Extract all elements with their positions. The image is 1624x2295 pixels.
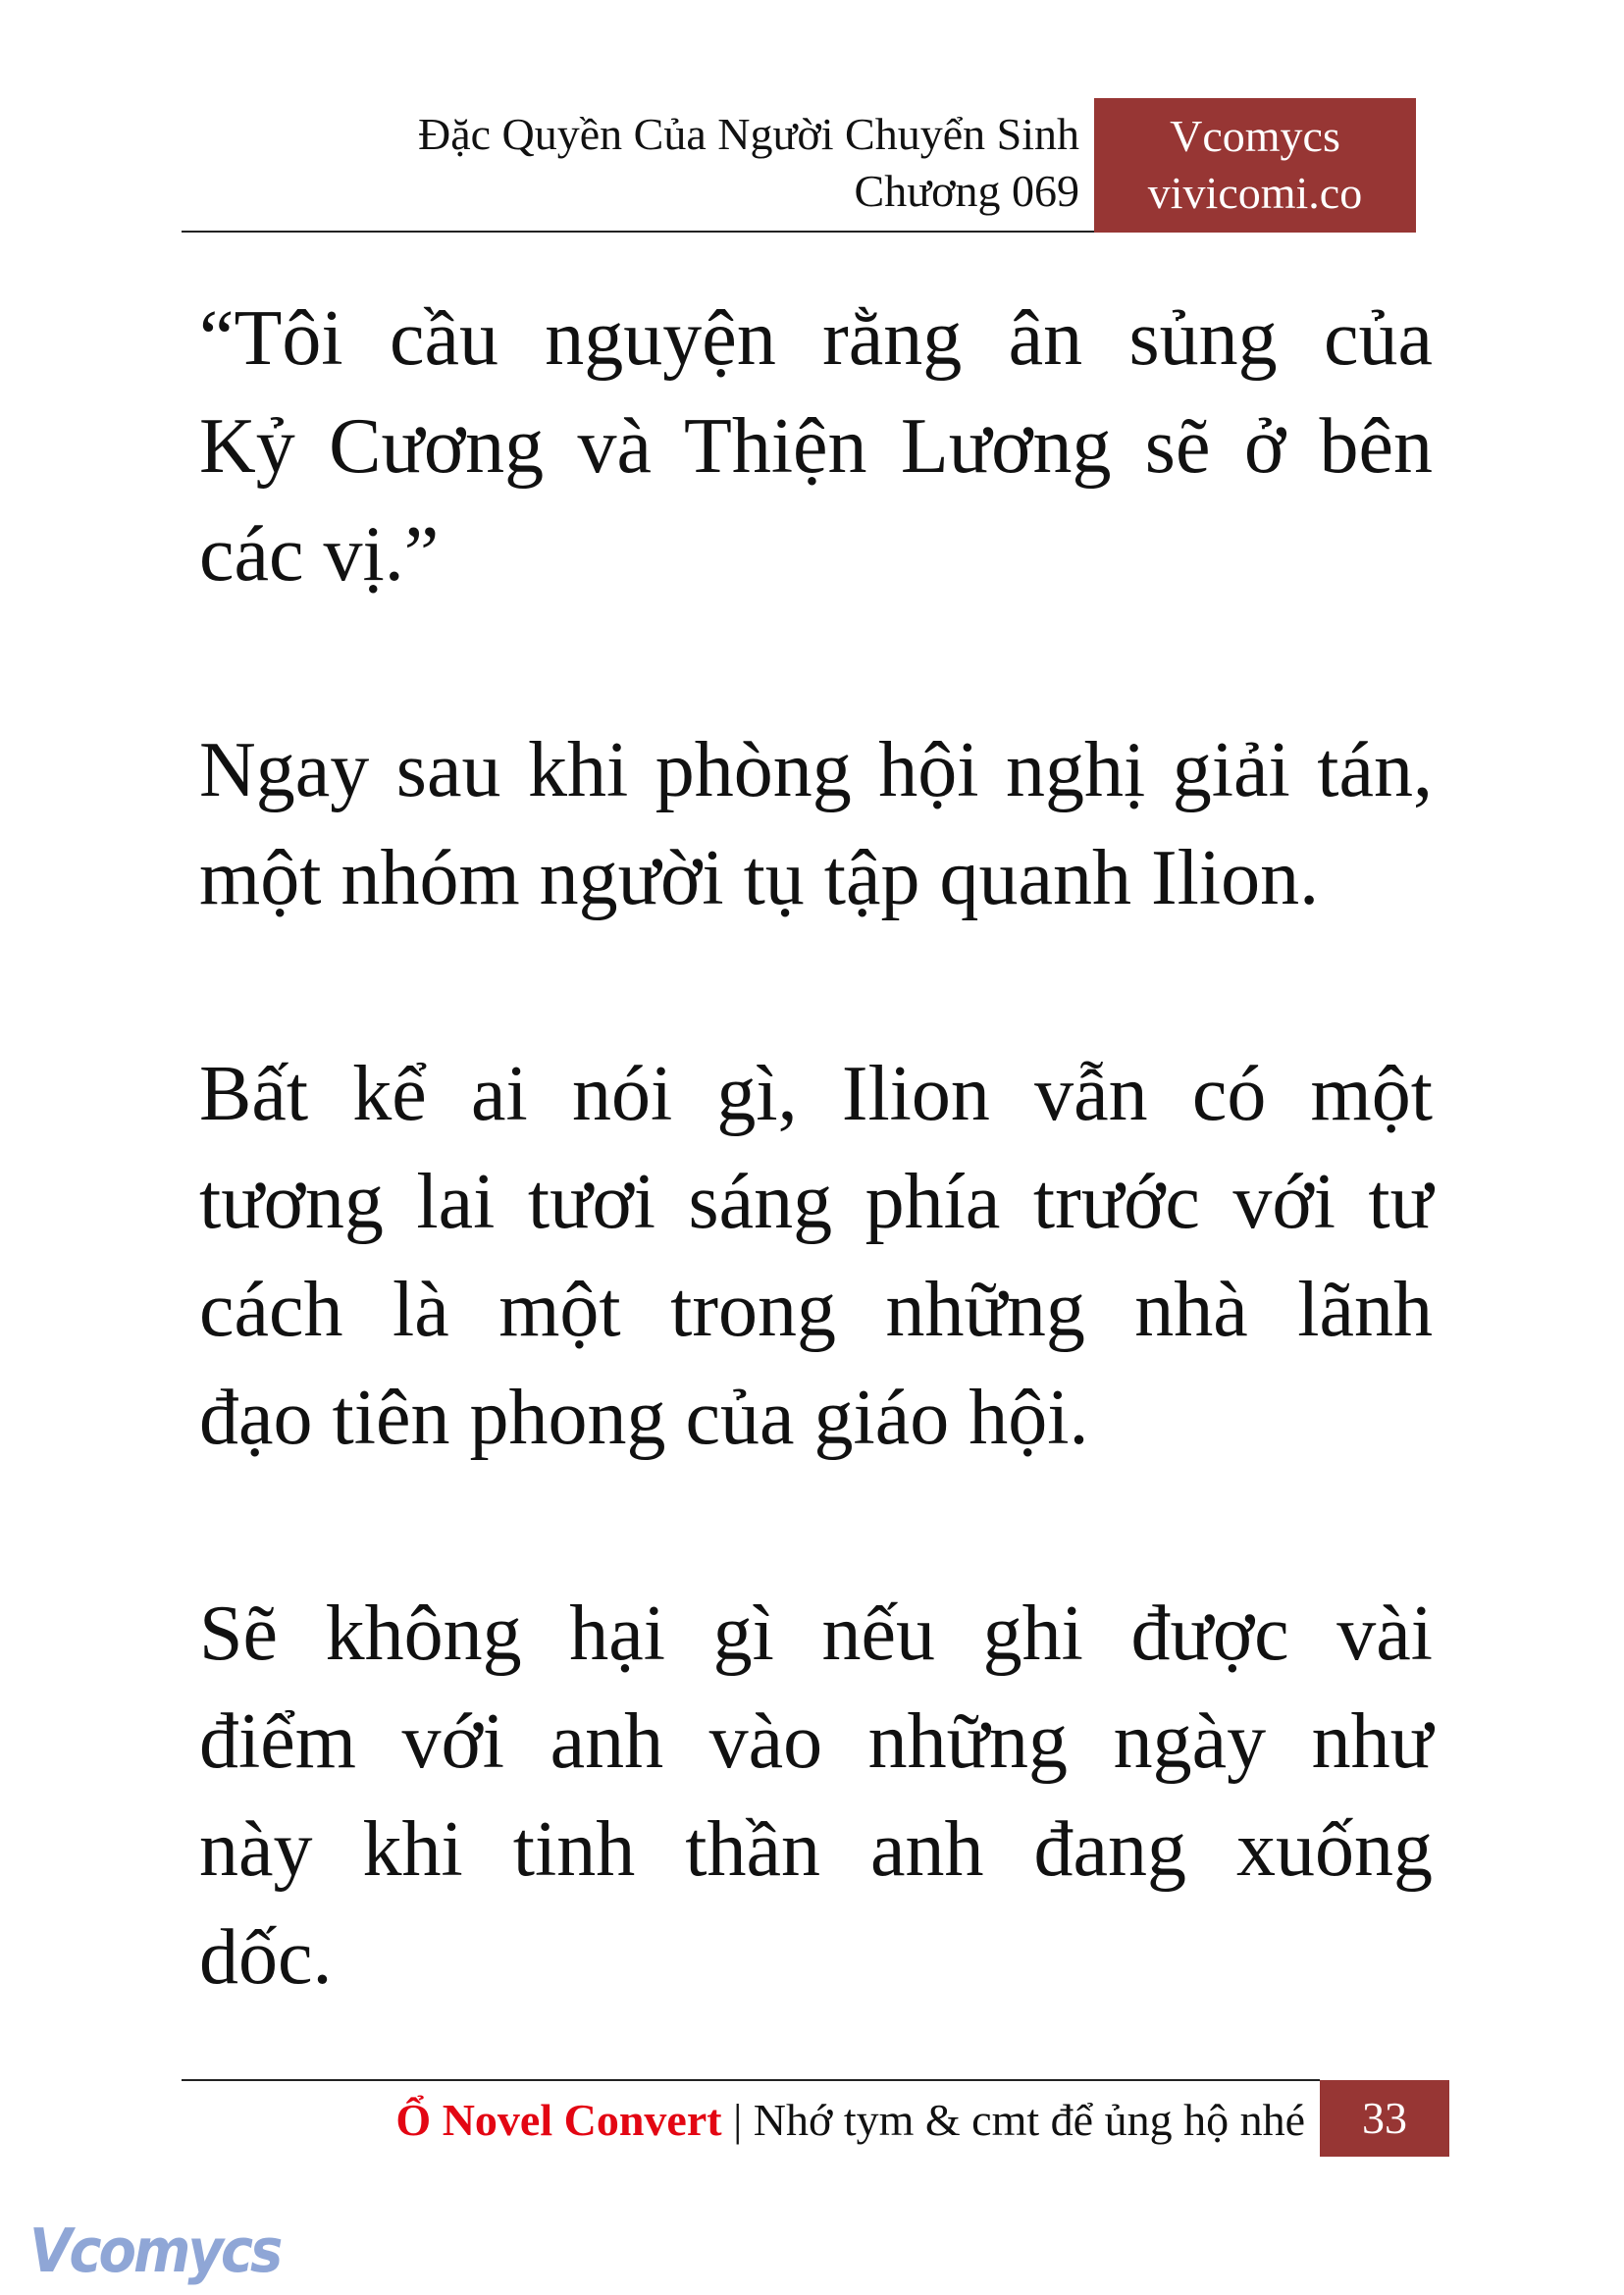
text-line: điểm với anh vào những ngày như xyxy=(199,1698,1433,1785)
text-line: Ngay sau khi phòng hội nghị giải tán, xyxy=(199,727,1433,813)
footer-message: Nhớ tym & cmt để ủng hộ nhé xyxy=(753,2095,1305,2145)
brand-box xyxy=(1094,98,1416,233)
paragraph xyxy=(199,285,1433,608)
text-line: dốc. xyxy=(199,1914,333,2001)
footer-text xyxy=(395,2093,1305,2148)
footer-separator: | xyxy=(733,2095,743,2145)
paragraph xyxy=(199,716,1433,932)
text-line: các vị.” xyxy=(199,511,440,598)
paragraph xyxy=(199,1580,1433,2011)
text-line: cách là một trong những nhà lãnh xyxy=(199,1267,1433,1353)
text-line: một nhóm người tụ tập quanh Ilion. xyxy=(199,835,1320,921)
paragraph xyxy=(199,1040,1433,1472)
text-line: Bất kể ai nói gì, Ilion vẫn có một xyxy=(199,1051,1433,1137)
brand-site: vivicomi.co xyxy=(1147,168,1363,218)
vcomycs-logo: Vcomycs xyxy=(29,2216,281,2287)
page-number: 33 xyxy=(1320,2080,1449,2157)
text-line: Kỷ Cương và Thiện Lương sẽ ở bên xyxy=(199,403,1433,490)
footer-source: Ổ Novel Convert xyxy=(395,2095,722,2145)
text-line: này khi tinh thần anh đang xuống xyxy=(199,1806,1433,1893)
text-line: “Tôi cầu nguyện rằng ân sủng của xyxy=(199,295,1433,382)
chapter-label: Chương 069 xyxy=(854,166,1079,216)
header-divider xyxy=(182,231,1094,233)
text-line: Sẽ không hại gì nếu ghi được vài xyxy=(199,1591,1433,1677)
text-line: tương lai tươi sáng phía trước với tư xyxy=(199,1159,1433,1245)
book-title: Đặc Quyền Của Người Chuyển Sinh xyxy=(417,109,1079,159)
header-title-block xyxy=(418,106,1079,220)
brand-name: Vcomycs xyxy=(1170,111,1340,161)
chapter-body xyxy=(199,285,1433,2119)
text-line: đạo tiên phong của giáo hội. xyxy=(199,1375,1089,1461)
footer-divider xyxy=(182,2079,1320,2081)
